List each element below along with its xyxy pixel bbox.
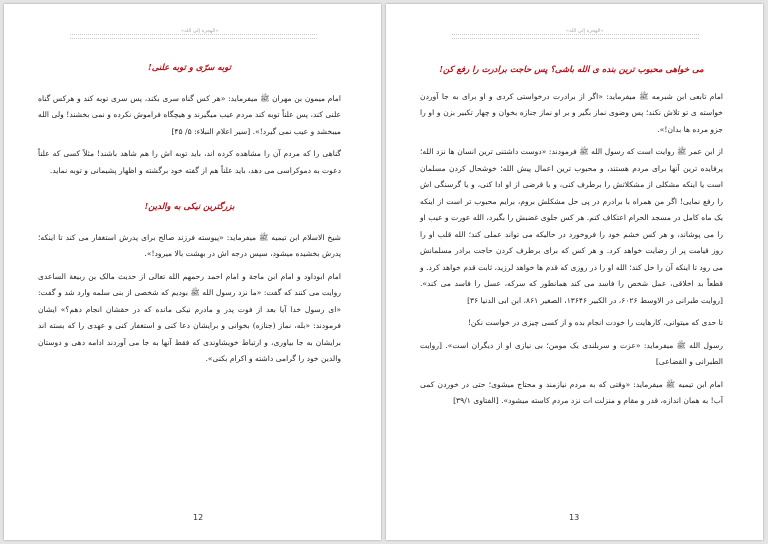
- page-header-rule: [452, 34, 699, 39]
- section-heading: توبه سرّی و توبه علنی!: [147, 63, 232, 73]
- page-header-text: «الهجرة إلى الله»: [178, 28, 221, 34]
- page-content: [420, 62, 723, 416]
- paragraph: امام ابن تیمیه ﷺ میفرماید: «وقتی که به مردم نیازمند و محتاج میشوی؛ حتی در خوردن کمی آب! به همان اندازه، قدر و مقام و منزلت ات نزد مردم کاسته میشود». [الفتاوی ۳۹/۱]: [420, 379, 723, 405]
- right-page: [386, 4, 763, 540]
- section-heading: می خواهی محبوب ترین بنده ی الله باشی؟ پس حاجت برادرت را رفع کن!: [439, 65, 704, 75]
- page-number: 13: [569, 513, 580, 522]
- paragraph: تا حدی که میتوانی، کارهایت را خودت انجام بده و از کسی چیزی در خواست نکن!: [467, 318, 723, 327]
- paragraph: رسول الله ﷺ میفرماید: «عزت و سربلندی یک مومن؛ بی نیازی او از دیگران است». [روایت الطبرانی و القضاعی]: [420, 340, 723, 366]
- left-page: [4, 4, 381, 540]
- page-content: [38, 60, 341, 374]
- page-number: 12: [193, 513, 204, 522]
- paragraph: گناهی را که مردم آن را مشاهده کرده اند، باید توبه اش را هم شاهد باشند! مثلاً کسی که علناً دعوت به دموکراسی می دهد، باید علناً هم از گفته خود برگشته و اظهار پشیمانی و توبه نماید.: [38, 149, 341, 175]
- paragraph: امام تابعی ابن شبرمه ﷺ میفرماید: «اگر از برادرت درخواستی کردی و او برای به جا آوردن خواسته ی تو تلاش نکند؛ پس وضوی نماز بگیر و بر او نماز جنازه بخوان و چهار تکبیر بزن و او را جزو مرده ها بدان!».: [420, 91, 723, 134]
- page-header-text: «الهجرة إلى الله»: [563, 28, 606, 34]
- page-header-rule: [70, 34, 317, 39]
- paragraph: شیخ الاسلام ابن تیمیه ﷺ میفرماید: «پیوسته فرزند صالح برای پدرش استغفار می کند تا اینکه؛ پدرش بخشیده میشود، سپس درجه اش در بهشت بالا میرود!».: [38, 232, 341, 258]
- paragraph: امام ابوداود و امام ابن ماجة و امام احمد رحمهم الله تعالی از حدیث مالک بن ربیعة الساعدی روایت می کنند که گفت: «ما نزد رسول الله ﷺ بودیم که شخصی از بنی سلمه وارد شد و گفت: «ای رسول خدا آیا بعد از فوت پدر و مادرم نیکی مانده که در حقشان انجام دهم؟» ایشان فرمودند: «بله، نماز (جنازه) بخوانی و برایشان دعا کنی و استغفار کنی و عهدی را که بسته اند برایشان به جا بیاوری، و ارتباط خویشاوندی که فقط آنها به جا می آوردند ادامه دهی و دوستان والدین خود را گرامی داشته و اکرام بکنی».: [38, 271, 341, 363]
- paragraph: امام میمون بن مهران ﷺ میفرماید: «هر کس گناه سری بکند، پس سری توبه کند و هرکس گناه علنی کند، پس علناً توبه کند مردم عیب میگیرند و هیچگاه فراموش نکرده و نمی بخشند! ولی الله میبخشد و عیب نمی گیرد!». [سیر اعلام النبلاء: ۵/ ۴۵]: [38, 93, 341, 136]
- paragraph: از ابن عمر ﷺ روایت است که رسول الله ﷺ فرمودند: «دوست داشتنی ترین انسان ها نزد الله؛ پرفایده ترین آنها برای مردم هستند، و محبوب ترین اعمال پیش الله؛ خوشحال کردن مسلمان است یا اینکه مشکلی از مشکلاتش را برطرف کنی، و یا قرضی از او ادا کنی، و یا گرسنگی اش را رفع نمایی! اگر من همراه با برادرم در پی حل مشکلش بروم، برایم محبوب تر است از اینکه یک ماه کامل در مسجد الحرام اعتکاف کنم. هر کس جلوی غضبش را بگیرد، الله عورت و عیب او را می پوشاند، و هر کس خشم خود را فروخورد در حالیکه می تواند عملی کند؛ الله قلب او را روز قیامت پر از رضایت خواهد کرد. و هر کس که برای برطرف کردن حاجت برادر مسلمانش می رود تا اینکه آن را حل کند؛ الله او را در روزی که قدم ها خواهد لرزید، ثابت قدم خواهد کرد. و قطعاً بد اخلاقی، عمل شخص را فاسد می کند همانطور که سرکه، عسل را فاسد می کند». [روایت طبرانی در الاوسط ۶۰۲۶، در الکبیر ۱۳۶۴۶، الصغیر ۸۶۱، ابن ابی الدنیا ۳۶]: [420, 147, 723, 305]
- section-heading: بزرگترین نیکی به والدین!: [144, 202, 235, 212]
